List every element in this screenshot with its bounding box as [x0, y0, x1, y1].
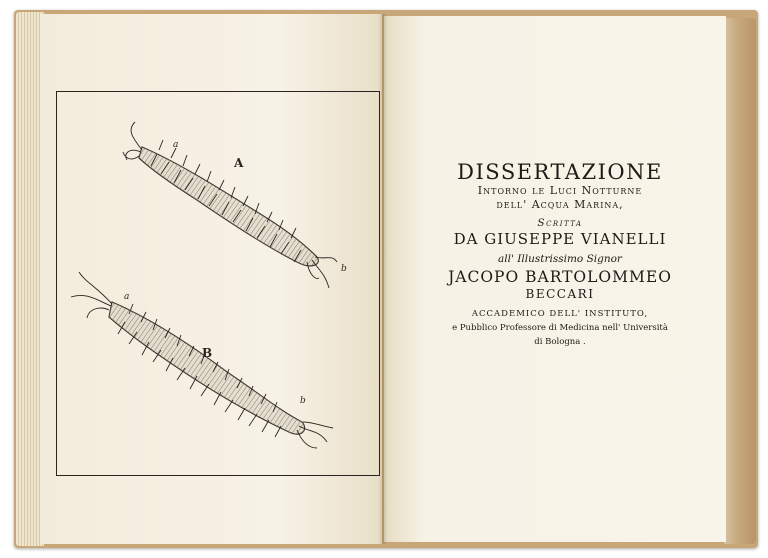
position-line-2: di Bologna . [534, 337, 586, 347]
written-by-label: Scritta [537, 217, 583, 229]
dedication-line: all' Illustrissimo Signor [498, 253, 622, 265]
worm-figure-b [71, 272, 333, 448]
figure-a-letter: A [234, 156, 244, 170]
engraving-plate [56, 91, 380, 476]
affiliation-line: ACCADEMICO DELL' INSTITUTO, [471, 309, 649, 319]
subtitle-line-1: Intorno le Luci Notturne [477, 184, 643, 197]
figure-a-tail-label: b [341, 264, 347, 274]
main-title: DISSERTAZIONE [457, 160, 663, 184]
worm-figure-a [123, 122, 337, 288]
title-page-text [400, 160, 720, 348]
position-line-1: e Pubblico Professore di Medicina nell' Università [452, 323, 668, 333]
author-name: DA GIUSEPPE VIANELLI [453, 230, 667, 248]
figure-b-letter: B [202, 346, 213, 360]
figure-a-head-label: a [173, 140, 179, 150]
page-edges-right [724, 18, 756, 544]
figure-b-tail-label: b [300, 396, 306, 406]
subtitle-line-2: dell' Acqua Marina, [496, 198, 624, 211]
recipient-name-line-2: BECCARI [525, 287, 595, 301]
recipient-name-line-1: JACOPO BARTOLOMMEO [448, 268, 672, 286]
sea-worm-engraving [57, 92, 379, 475]
figure-b-head-label: a [124, 292, 130, 302]
